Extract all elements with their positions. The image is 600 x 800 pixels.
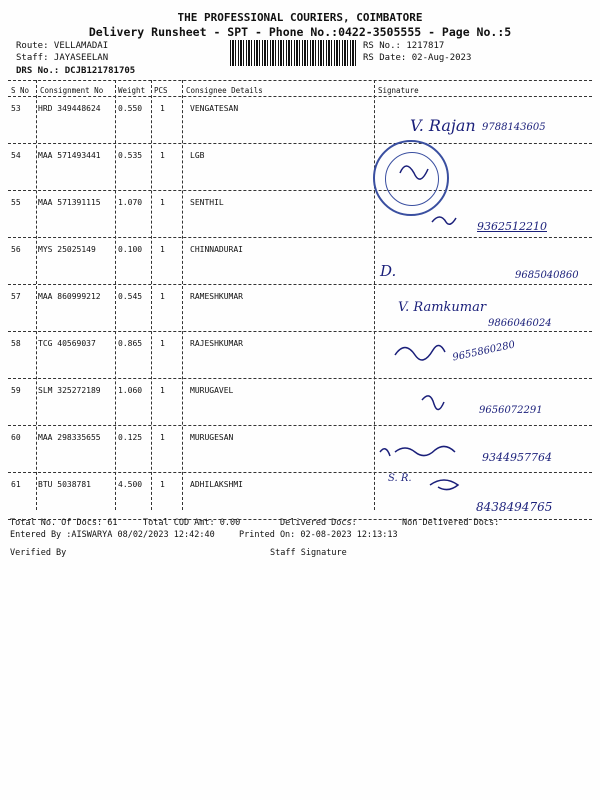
row-pcs: 1 [160, 104, 165, 113]
row-consignee: RAJESHKUMAR [190, 339, 243, 348]
route: Route: VELLAMADAI [16, 41, 109, 51]
row-consignment-no: TCG 40569037 [38, 339, 96, 348]
signature-61b: S. R. [388, 473, 412, 484]
row-sno: 59 [11, 386, 21, 395]
row-pcs: 1 [160, 151, 165, 160]
row-weight: 0.545 [118, 292, 143, 301]
row-consignment-no: MAA 571391115 [38, 198, 101, 207]
row-consignment-no: MAA 860999212 [38, 292, 101, 301]
rs-number: RS No.: 1217817 [363, 41, 445, 51]
row-weight: 0.550 [118, 104, 143, 113]
row-weight: 1.060 [118, 386, 143, 395]
phone-58: 9866046024 [488, 318, 552, 329]
row-sno: 54 [11, 151, 21, 160]
row-pcs: 1 [160, 245, 165, 254]
row-consignee: SENTHIL [190, 198, 224, 207]
row-sno: 61 [11, 480, 21, 489]
row-consignment-no: MAA 571493441 [38, 151, 101, 160]
row-pcs: 1 [160, 198, 165, 207]
col-header-consignee: Consignee Details [186, 86, 263, 95]
row-weight: 1.070 [118, 198, 143, 207]
phone-60: 9656072291 [479, 405, 543, 416]
row-weight: 0.535 [118, 151, 143, 160]
row-consignee: RAMESHKUMAR [190, 292, 243, 301]
entered-by: Entered By :AISWARYA 08/02/2023 12:42:40 [10, 530, 215, 540]
staff: Staff: JAYASEELAN [16, 53, 109, 63]
row-consignee: CHINNADURAI [190, 245, 243, 254]
phone-61b: 8438494765 [476, 500, 553, 514]
row-sno: 53 [11, 104, 21, 113]
phone-59: 9655860280 [451, 339, 517, 364]
runsheet-title: Delivery Runsheet - SPT - Phone No.:0422-3505555 - Page No.:5 [88, 25, 512, 39]
row-weight: 0.125 [118, 433, 143, 442]
signature-53: V. Rajan [410, 116, 476, 135]
row-consignment-no: MYS 25025149 [38, 245, 96, 254]
phone-53: 9788143605 [482, 122, 546, 133]
row-sno: 57 [11, 292, 21, 301]
row-pcs: 1 [160, 480, 165, 489]
total-cod: Total COD Amt: 0.00 [143, 518, 241, 528]
rs-date: RS Date: 02-Aug-2023 [363, 53, 472, 63]
drs-number: DRS No.: DCJB121781705 [16, 66, 136, 76]
row-consignee: MURUGESAN [190, 433, 234, 442]
signature-57: D. [380, 262, 397, 280]
row-weight: 4.500 [118, 480, 143, 489]
row-weight: 0.100 [118, 245, 143, 254]
row-pcs: 1 [160, 386, 165, 395]
row-consignment-no: BTU 5038781 [38, 480, 91, 489]
row-consignment-no: SLM 325272189 [38, 386, 101, 395]
total-docs: Total No. Of Docs: 61 [10, 518, 118, 528]
verified-by: Verified By [10, 548, 67, 558]
col-header-weight: Weight [118, 86, 146, 95]
signature-58: V. Ramkumar [398, 300, 487, 315]
row-pcs: 1 [160, 433, 165, 442]
row-pcs: 1 [160, 339, 165, 348]
row-consignee: LGB [190, 151, 205, 160]
phone-55: 9362512210 [477, 220, 547, 233]
row-consignee: MURUGAVEL [190, 386, 234, 395]
row-consignee: VENGATESAN [190, 104, 239, 113]
row-consignment-no: HRD 349448624 [38, 104, 101, 113]
phone-61: 9344957764 [482, 451, 552, 464]
non-delivered-docs: Non Delivered Docs: [402, 518, 500, 528]
row-pcs: 1 [160, 292, 165, 301]
row-sno: 58 [11, 339, 21, 348]
col-header-sno: S No [11, 86, 30, 95]
staff-signature: Staff Signature [270, 548, 347, 558]
col-header-signature: Signature [378, 86, 419, 95]
row-consignee: ADHILAKSHMI [190, 480, 243, 489]
phone-57: 9685040860 [515, 270, 579, 281]
row-consignment-no: MAA 298335655 [38, 433, 101, 442]
row-sno: 56 [11, 245, 21, 254]
company-name: THE PROFESSIONAL COURIERS, COIMBATORE [177, 11, 423, 24]
delivered-docs: Delivered Docs: [280, 518, 357, 528]
printed-on: Printed On: 02-08-2023 12:13:13 [239, 530, 398, 540]
row-sno: 60 [11, 433, 21, 442]
col-header-pcs: PCS [154, 86, 168, 95]
row-sno: 55 [11, 198, 21, 207]
row-weight: 0.865 [118, 339, 143, 348]
col-header-consignment: Consignment No [40, 86, 104, 95]
